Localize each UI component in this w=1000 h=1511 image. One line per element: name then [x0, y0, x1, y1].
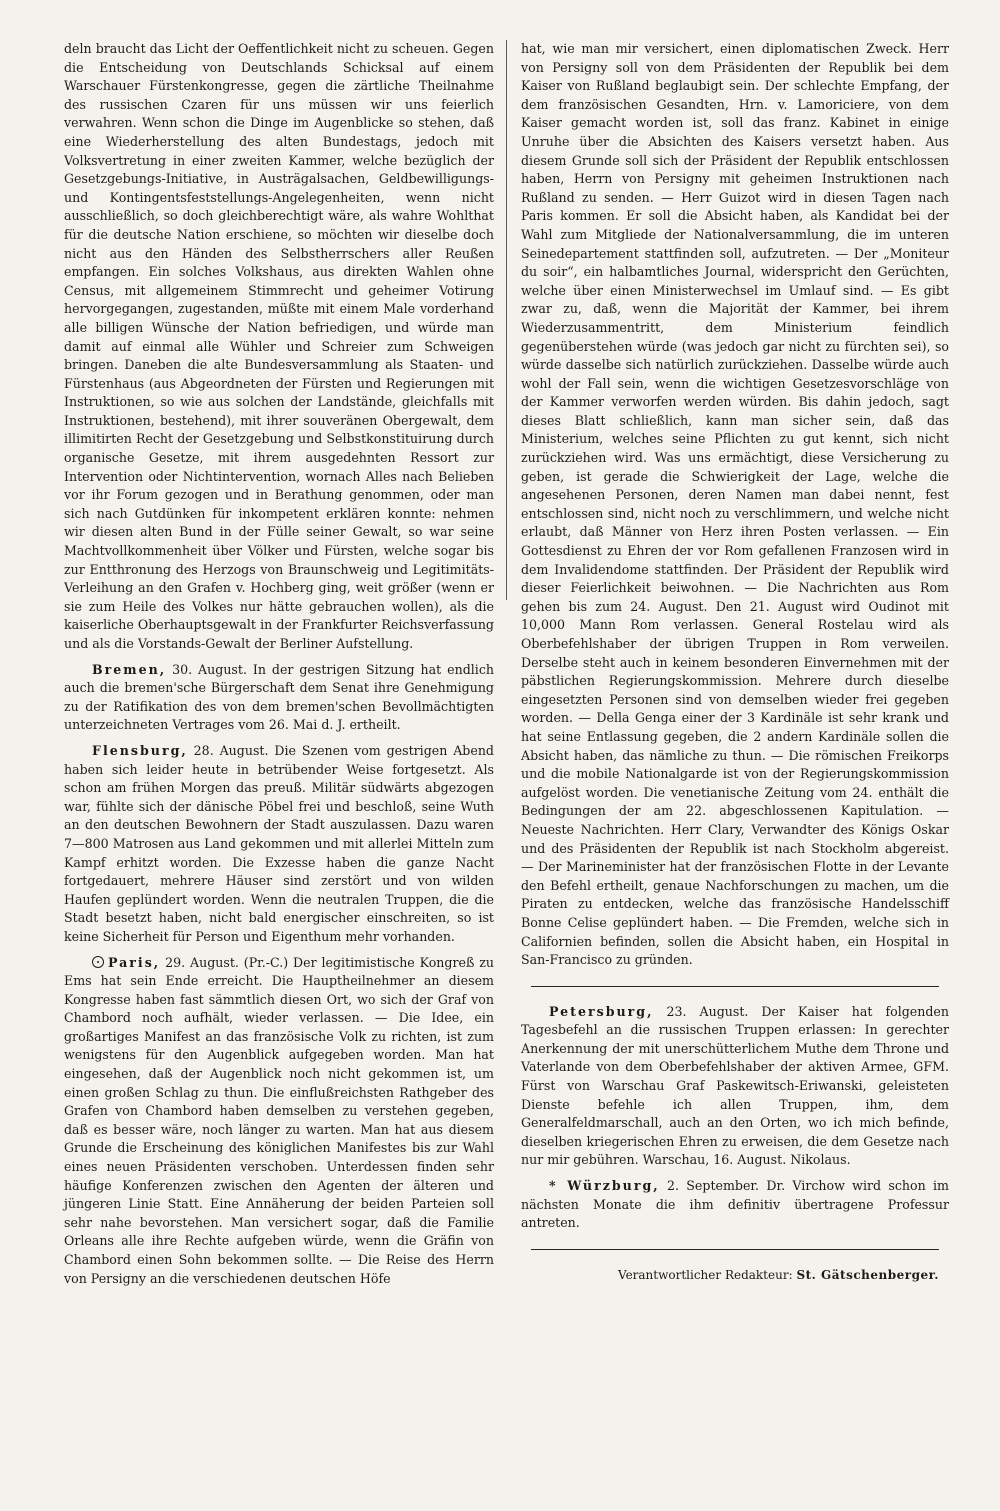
footer-separator [531, 1249, 939, 1250]
correspondent-mark-icon [92, 956, 104, 968]
article-bremen [64, 661, 494, 735]
article-paris [64, 954, 494, 1289]
dateline-bremen: Bremen, [92, 661, 167, 677]
article-continuation: deln braucht das Licht der Oeffentlichkeit nicht zu scheuen. Gegen die Entscheidung von Deutschlands Schicksal auf einem Warschauer Fürstenkongresse, gegen die zärtliche Theilnahme des russischen Czaren für uns müssen wir uns feierlich verwahren. Wenn schon die Dinge im Augenblicke so stehen, daß eine Wiederherstellung des alten Bundestags, jedoch mit Volksvertretung in einer zweiten Kammer, welche bezüglich der Gesetzgebungs-Initiative, in Austrägalsachen, Geldbewilligungs- und Kontingentsfeststellungs-Angelegenheiten, wenn nicht ausschließlich, so doch gleichberechtigt wäre, als wahre Wohlthat für die deutsche Nation erschiene, so möchten wir dieselbe doch nicht aus den Händen des Selbstherrschers aller Reußen empfangen. Ein solches Volkshaus, aus direkten Wahlen ohne Census, mit allgemeinem Stimmrecht und geheimer Votirung hervorgegangen, zugestanden, müßte mit einem Male vorderhand alle billigen Wünsche der Nation befriedigen, und würde man damit auf einmal alle Wühler und Schreier zum Schweigen bringen. Daneben die alte Bundesversammlung als Staaten- und Fürstenhaus (aus Abgeordneten der Fürsten und Regierungen mit Instruktionen, so wie aus solchen der Landstände, gleichfalls mit Instruktionen, bestehend), mit ihrer souveränen Obergewalt, dem illimitirten Recht der Gesetzgebung und Selbstkonstituirung durch organische Gesetze, mit ihrem ausgedehnten Ressort zur Intervention oder Nichtintervention, wornach Alles nach Belieben vor ihr Forum gezogen und in Berathung genommen, oder man sich nach Gutdünken für inkompetent erklären konnte: nehmen wir diesen alten Bund in der Fülle seiner Gewalt, so war seine Machtvollkommenheit über Völker und Fürsten, welche sogar bis zur Entthronung des Herzogs von Braunschweig und Legitimitäts-Verleihung an den Grafen v. Hochberg ging, weit größer (wenn er sie zum Heile des Volkes nur hätte gebrauchen wollen), als die kaiserliche Oberhauptsgewalt in der Frankfurter Reichsverfassung und als die Vorstands-Gewalt der Berliner Aufstellung. [64, 41, 494, 651]
dateline-wuerzburg: * Würzburg, [549, 1178, 660, 1194]
left-column [64, 40, 506, 1460]
editor-label: Verantwortlicher Redakteur: [618, 1267, 797, 1282]
dateline-flensburg: Flensburg, [92, 742, 188, 758]
article-wuerzburg [521, 1177, 949, 1233]
article-bremen-text: 30. August. In der gestrigen Sitzung hat endlich auch die bremen'sche Bürgerschaft dem Senat ihre Genehmigung zu der Ratifikation des von dem bremen'schen Bevollmächtigten unterzeichneten Vertrages vom 26. Mai d. J. ertheilt. [64, 661, 494, 733]
text-columns [64, 40, 960, 1460]
right-column [507, 40, 949, 1460]
editor-line [521, 1266, 949, 1285]
article-wuerzburg-text: 2. September. Dr. Virchow wird schon im nächsten Monate die ihm definitiv übertragene Professur antreten. [521, 1178, 949, 1231]
column-divider [506, 40, 507, 600]
article-paris-continuation: hat, wie man mir versichert, einen diplomatischen Zweck. Herr von Persigny soll von dem Präsidenten der Republik bei dem Kaiser von Rußland beglaubigt sein. Der schlechte Empfang, der dem französischen Gesandten, Hrn. v. Lamoriciere, von dem Kaiser gemacht worden ist, soll das franz. Kabinet in einige Unruhe über die Absichten des Kaisers versetzt haben. Aus diesem Grunde soll sich der Präsident der Republik entschlossen haben, Herrn von Persigny mit geheimen Instruktionen nach Rußland zu senden. — Herr Guizot wird in diesen Tagen nach Paris kommen. Er soll die Absicht haben, als Kandidat bei der Wahl zum Mitgliede der Nationalversammlung, die im unteren Seinedepartement stattfinden soll, aufzutreten. — Der „Moniteur du soir“, ein halbamtliches Journal, widerspricht den Gerüchten, welche über einen Ministerwechsel im Umlauf sind. — Es gibt zwar zu, daß, wenn die Majorität der Kammer, bei ihrem Wiederzusammentritt, dem Ministerium feindlich gegenüberstehen würde (was jedoch gar nicht zu fürchten sei), so würde dasselbe sich natürlich zurückziehen. Dasselbe würde auch wohl der Fall sein, wenn die wichtigen Gesetzesvorschläge von der Kammer verworfen werden würden. Bis dahin jedoch, sagt dieses Blatt schließlich, kann man sicher sein, daß das Ministerium, welches seine Pflichten zu gut kennt, sich nicht zurückziehen wird. Was uns ermächtigt, diese Versicherung zu geben, ist gerade die Schwierigkeit der Lage, welche die angesehenen Personen, deren Namen man dabei nennt, fest entschlossen sind, nicht noch zu verschlimmern, und welche nicht erlaubt, daß Männer von Herz ihren Posten verlassen. — Ein Gottesdienst zu Ehren der vor Rom gefallenen Franzosen wird in dem Invalidendome stattfinden. Der Präsident der Republik wird dieser Feierlichkeit beiwohnen. — Die Nachrichten aus Rom gehen bis zum 24. August. Den 21. August wird Oudinot mit 10,000 Mann Rom verlassen. General Rostelau wird als Oberbefehlshaber der übrigen Truppen in Rom verweilen. Derselbe steht auch in keinem besonderen Einvernehmen mit der päbstlichen Regierungskommission. Mehrere durch dieselbe eingesetzten Personen sind von demselben wieder frei gegeben worden. — Della Genga einer der 3 Kardinäle ist sehr krank und hat seine Entlassung gegeben, die 2 andern Kardinäle sollen die Absicht haben, das nämliche zu thun. — Die römischen Freikorps und die mobile Nationalgarde ist von der Regierungskommission aufgelöst worden. Die venetianische Zeitung vom 24. enthält die Bedingungen der am 22. abgeschlossenen Kapitulation. — Neueste Nachrichten. Herr Clary, Verwandter des Königs Oskar und des Präsidenten der Republik ist nach Stockholm abgereist. — Der Marineminister hat der französischen Flotte in der Levante den Befehl ertheilt, genaue Nachforschungen zu machen, um die Piraten zu entdecken, welche das französische Handelsschiff Bonne Celise geplündert haben. — Die Fremden, welche sich in Californien befinden, sollen die Absicht haben, ein Hospital in San-Francisco zu gründen. [521, 41, 949, 968]
article-petersburg [521, 1003, 949, 1170]
dateline-paris: Paris, [108, 954, 161, 970]
article-petersburg-text: 23. August. Der Kaiser hat folgenden Tagesbefehl an die russischen Truppen erlassen: In gerechter Anerkennung der mit unerschütterlichem Muthe dem Throne und Vaterlande von dem Oberbefehlshaber der aktiven Armee, GFM. Fürst von Warschau Graf Paskewitsch-Eriwanski, geleisteten Dienste befehle ich allen Truppen, ihm, dem Generalfeldmarschall, auch an den Orten, wo ich mich befinde, dieselben kriegerischen Ehren zu erweisen, die dem Gesetze nach nur mir gebühren. Warschau, 16. August. Nikolaus. [521, 1003, 949, 1168]
article-paris-text: 29. August. (Pr.-C.) Der legitimistische Kongreß zu Ems hat sein Ende erreicht. Die Hauptheilnehmer an diesem Kongresse haben fast sämmtlich diesen Ort, wo sich der Graf von Chambord noch aufhält, wieder verlassen. — Die Idee, ein großartiges Manifest an das französische Volk zu richten, ist zum wenigstens für den Augenblick aufgegeben worden. Man hat eingesehen, daß der Augenblick noch nicht gekommen ist, um einen großen Schlag zu thun. Die einflußreichsten Rathgeber des Grafen von Chambord haben demselben zu verstehen gegeben, daß es besser wäre, noch länger zu warten. Man hat aus diesem Grunde die Erscheinung des königlichen Manifestes bis zur Wahl eines neuen Präsidenten verschoben. Unterdessen finden sehr häufige Konferenzen zwischen den Agenten der älteren und jüngeren Linie Statt. Eine Annäherung der beiden Parteien soll sehr nahe bevorstehen. Man versichert sogar, daß die Familie Orleans alle ihre Rechte aufgeben würde, wenn die Gräfin von Chambord einen Sohn bekommen sollte. — Die Reise des Herrn von Persigny an die verschiedenen deutschen Höfe [64, 954, 494, 1286]
article-flensburg-text: 28. August. Die Szenen vom gestrigen Abend haben sich leider heute in betrübender Weise fortgesetzt. Als schon am frühen Morgen das preuß. Militär südwärts abgezogen war, fühlte sich der dänische Pöbel frei und beschloß, seine Wuth an den deutschen Bewohnern der Stadt auszulassen. Dazu waren 7—800 Matrosen aus Land gekommen und mit allerlei Mitteln zum Kampf erhitzt worden. Die Exzesse haben die ganze Nacht fortgedauert, mehrere Häuser sind zerstört und von wilden Haufen geplündert worden. Wenn die neutralen Truppen, die die Stadt besetzt haben, nicht bald energischer einschreiten, so ist keine Sicherheit für Person und Eigenthum mehr vorhanden. [64, 742, 494, 944]
article-flensburg [64, 742, 494, 947]
dateline-petersburg: Petersburg, [549, 1003, 654, 1019]
editor-name: St. Gätschenberger. [796, 1267, 939, 1282]
section-separator [531, 986, 939, 987]
